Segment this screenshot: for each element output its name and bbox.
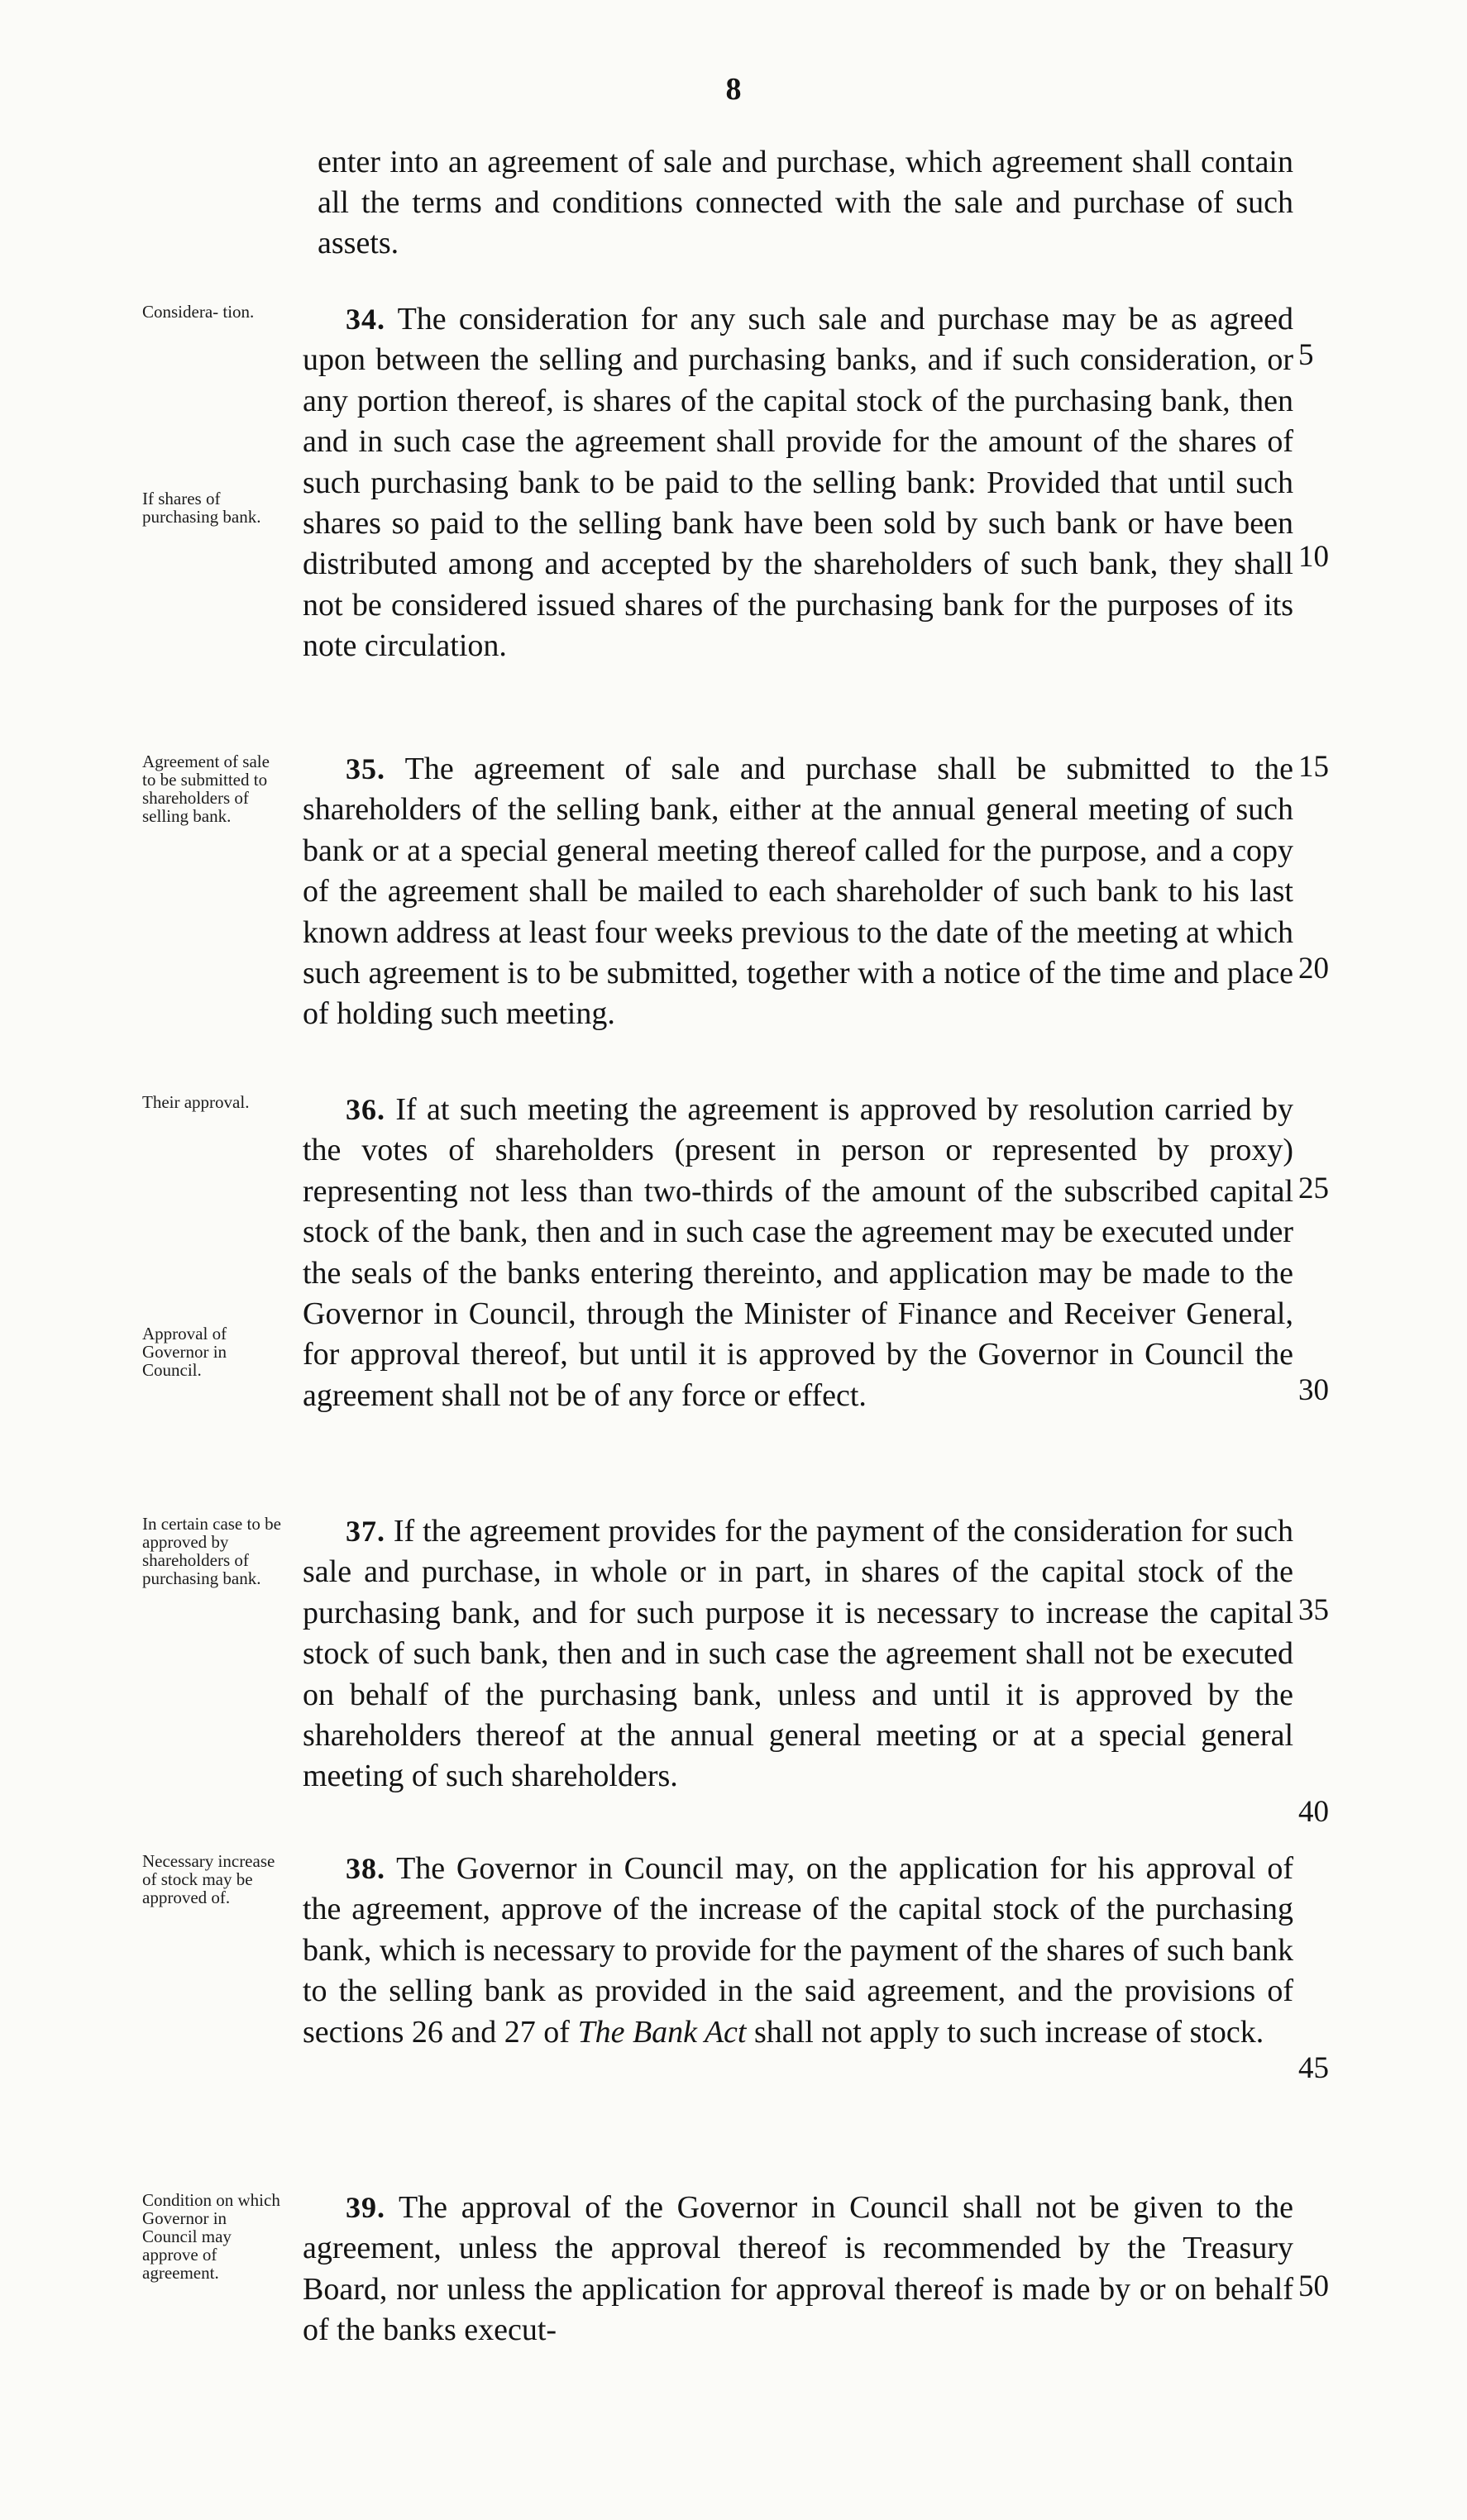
- section-number: 36.: [346, 1093, 385, 1126]
- intro-paragraph: enter into an agreement of sale and purchase, which agreement shall contain all the terms and conditions connected with the sale and purchase of such assets.: [318, 145, 1293, 260]
- section-38-text: [303, 1849, 1293, 2053]
- section-number: 37.: [346, 1515, 385, 1548]
- margin-note-in-certain-case: In certain case to be approved by shareholders of purchasing bank.: [142, 1514, 281, 1588]
- line-number: 30: [1298, 1373, 1329, 1407]
- section-body: The Governor in Council may, on the application for his approval of the agreement, approve of the increase of the capital stock of the purchasing bank, which is necessary to provide for the payment of the shares of such bank to the selling bank as provided in the said agreement, and the provisions of sections 26 and 27 of: [303, 1851, 1293, 2050]
- section-34: [0, 299, 1467, 664]
- section-35-text: [303, 749, 1293, 1035]
- line-number: 20: [1298, 952, 1329, 986]
- page-number: 8: [725, 72, 742, 107]
- line-number: 25: [1298, 1172, 1329, 1205]
- section-body: The approval of the Governor in Council shall not be given to the agreement, unless the approval thereof is recommended by the Treasury Board, nor unless the application for approval thereof is made by or on behalf of the banks execut-: [303, 2190, 1293, 2348]
- line-number: 35: [1298, 1593, 1329, 1627]
- line-number: 45: [1298, 2051, 1329, 2085]
- margin-note-agreement-submitted: Agreement of sale to be submitted to shareholders of selling bank.: [142, 752, 270, 826]
- section-body: If at such meeting the agreement is approved by resolution carried by the votes of shareholders (present in person or represented by proxy) representing not less than two-thirds of the amount of the subscribed capital stock of the bank, then and in such case the agreement may be executed under the seals of the banks entering thereinto, and application may be made to the Governor in Council, through the Minister of Finance and Receiver General, for approval thereof, but until it is approved by the Governor in Council the agreement shall not be of any force or effect.: [303, 1092, 1293, 1413]
- section-body: If the agreement provides for the payment of the consideration for such sale and purchase, in whole or in part, in shares of the capital stock of the purchasing bank, and for such purpose it is necessary to increase the capital stock of such bank, then and in such case the agreement shall not be executed on behalf of the purchasing bank, unless and until it is approved by the shareholders thereof at the annual general meeting or at a special general meeting of such shareholders.: [303, 1514, 1293, 1794]
- act-title: The Bank Act: [577, 2014, 747, 2050]
- section-37: [0, 1511, 1467, 1829]
- section-number: 34.: [346, 303, 385, 336]
- section-body: The agreement of sale and purchase shall be submitted to the shareholders of the selling bank, either at the annual general meeting of such bank or at a special general meeting thereof called for the purpose, and a copy of the agreement shall be mailed to each shareholder of such bank to his last known address at least four weeks previous to the date of the meeting at which such agreement is to be submitted, together with a notice of the time and place of holding such meeting.: [303, 752, 1293, 1032]
- section-number: 35.: [346, 752, 385, 785]
- section-39-text: [303, 2188, 1293, 2351]
- section-36: [0, 1090, 1467, 1413]
- section-number: 39.: [346, 2191, 385, 2224]
- section-body: The consideration for any such sale and purchase may be as agreed upon between the selling and purchasing banks, and if such consideration, or any portion thereof, is shares of the capital stock of the purchasing bank, then and in such case the agreement shall provide for the amount of the shares of such purchasing bank to be paid to the selling bank: Provided that until such shares so paid to the selling bank have been sold by such bank or have been distributed among and accepted by the shareholders of such bank, they shall not be considered issued shares of the purchasing bank for the purposes of its note circulation.: [303, 302, 1293, 664]
- margin-note-if-shares: If shares of purchasing bank.: [142, 489, 261, 527]
- margin-note-necessary-increase: Necessary increase of stock may be approved of.: [142, 1851, 275, 1907]
- line-number: 5: [1298, 338, 1314, 372]
- line-number: 40: [1298, 1795, 1329, 1829]
- line-number: 10: [1298, 540, 1329, 574]
- section-34-text: [303, 299, 1293, 667]
- section-35: [0, 749, 1467, 1032]
- margin-note-consideration: Considera- tion.: [142, 302, 255, 322]
- line-number: 15: [1298, 750, 1329, 784]
- margin-note-condition: Condition on which Governor in Council may approve of agreement.: [142, 2190, 280, 2283]
- margin-note-approval-governor: Approval of Governor in Council.: [142, 1324, 227, 1380]
- section-number: 38.: [346, 1852, 385, 1885]
- line-number: 50: [1298, 2269, 1329, 2303]
- section-36-text: [303, 1090, 1293, 1416]
- margin-note-their-approval: Their approval.: [142, 1092, 250, 1112]
- section-body-end: shall not apply to such increase of stock.: [753, 2014, 1264, 2050]
- section-37-text: [303, 1511, 1293, 1797]
